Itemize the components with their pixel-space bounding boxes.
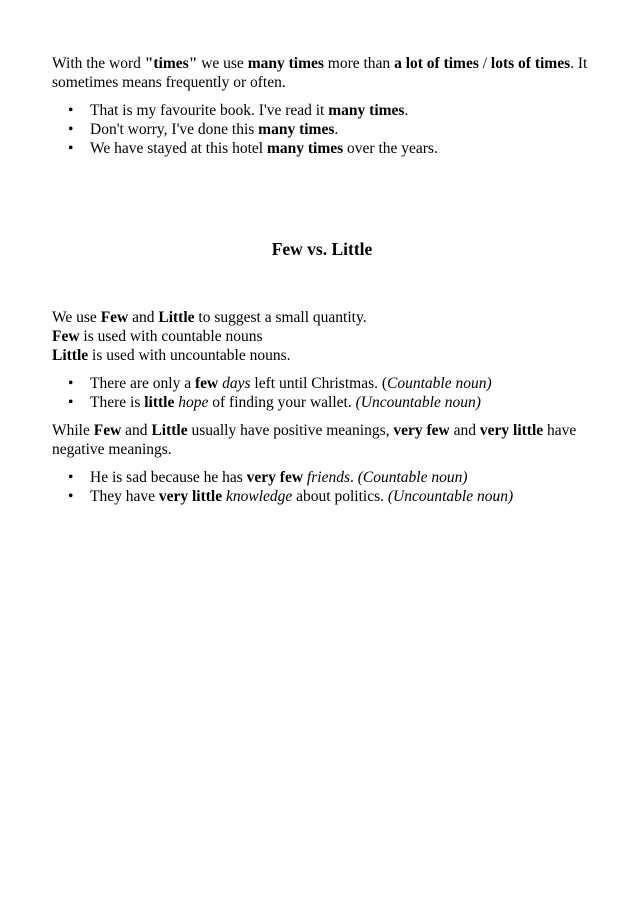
few-little-examples-list bbox=[52, 374, 592, 412]
bold-text: Little bbox=[158, 309, 195, 326]
text-run: over the years. bbox=[343, 140, 438, 157]
times-examples-list bbox=[52, 101, 592, 158]
text-run: There is bbox=[90, 394, 145, 411]
list-item bbox=[52, 101, 592, 120]
bold-text: Little bbox=[151, 422, 188, 439]
text-run: While bbox=[52, 422, 94, 439]
italic-text: hope bbox=[178, 394, 209, 411]
text-run: and bbox=[449, 422, 480, 439]
list-item bbox=[52, 139, 592, 158]
bold-text: many times bbox=[258, 121, 335, 138]
bold-text: Few bbox=[52, 328, 80, 345]
bold-text: many times bbox=[328, 102, 405, 119]
section-heading: Few vs. Little bbox=[271, 239, 373, 259]
text-run: We have stayed at this hotel bbox=[90, 140, 267, 157]
text-run: of finding your wallet. bbox=[208, 394, 356, 411]
text-run: more than bbox=[323, 55, 395, 72]
italic-text: knowledge bbox=[226, 488, 293, 505]
bold-text: lots of times bbox=[490, 55, 571, 72]
list-item bbox=[52, 374, 592, 393]
bold-text: very few bbox=[246, 469, 304, 486]
bold-text: very little bbox=[479, 422, 544, 439]
text-run: They have bbox=[90, 488, 159, 505]
italic-text: (Uncountable noun) bbox=[387, 488, 514, 505]
list-item bbox=[52, 393, 592, 412]
bold-text: few bbox=[195, 375, 219, 392]
text-run: There are only a bbox=[90, 375, 195, 392]
times-paragraph bbox=[52, 54, 592, 92]
text-run: we use bbox=[197, 55, 248, 72]
bold-text: Few bbox=[100, 309, 129, 326]
very-few-little-paragraph bbox=[52, 421, 592, 459]
text-run: Don't worry, I've done this bbox=[90, 121, 259, 138]
italic-text: Countable noun) bbox=[387, 375, 492, 392]
italic-text: (Countable noun) bbox=[357, 469, 468, 486]
bold-text: little bbox=[144, 394, 175, 411]
text-run: / bbox=[478, 55, 491, 72]
text-run: That is my favourite book. I've read it bbox=[90, 102, 329, 119]
bold-text: Little bbox=[52, 347, 89, 364]
text-run: We use bbox=[52, 309, 101, 326]
few-little-paragraph bbox=[52, 308, 592, 365]
bold-text: many times bbox=[266, 140, 344, 157]
very-few-little-examples-list bbox=[52, 468, 592, 506]
text-run: and bbox=[121, 422, 152, 439]
text-run: . bbox=[349, 469, 358, 486]
bold-text: very little bbox=[158, 488, 223, 505]
text-run: . It sometimes means frequently or often. bbox=[52, 55, 588, 91]
text-run: . bbox=[404, 102, 409, 119]
italic-text: days bbox=[222, 375, 251, 392]
text-run: have negative meanings. bbox=[52, 422, 577, 458]
list-item bbox=[52, 468, 592, 487]
bold-text: "times" bbox=[144, 55, 198, 72]
text-run: He is sad because he has bbox=[90, 469, 247, 486]
text-run: usually have positive meanings, bbox=[187, 422, 394, 439]
bold-text: a lot of times bbox=[394, 55, 479, 72]
text-run: and bbox=[128, 309, 159, 326]
italic-text: friends bbox=[306, 469, 350, 486]
list-item bbox=[52, 487, 592, 506]
text-run: is used with uncountable nouns. bbox=[88, 347, 291, 364]
text-run: to suggest a small quantity. bbox=[194, 309, 367, 326]
bold-text: Few bbox=[93, 422, 122, 439]
list-item bbox=[52, 120, 592, 139]
text-run: is used with countable nouns bbox=[79, 328, 263, 345]
bold-text: very few bbox=[393, 422, 450, 439]
text-run: left until Christmas. ( bbox=[250, 375, 388, 392]
text-run: about politics. bbox=[292, 488, 388, 505]
text-run: . bbox=[334, 121, 339, 138]
bold-text: many times bbox=[247, 55, 324, 72]
text-run: With the word bbox=[52, 55, 145, 72]
document-page bbox=[52, 54, 592, 506]
italic-text: (Uncountable noun) bbox=[355, 394, 481, 411]
